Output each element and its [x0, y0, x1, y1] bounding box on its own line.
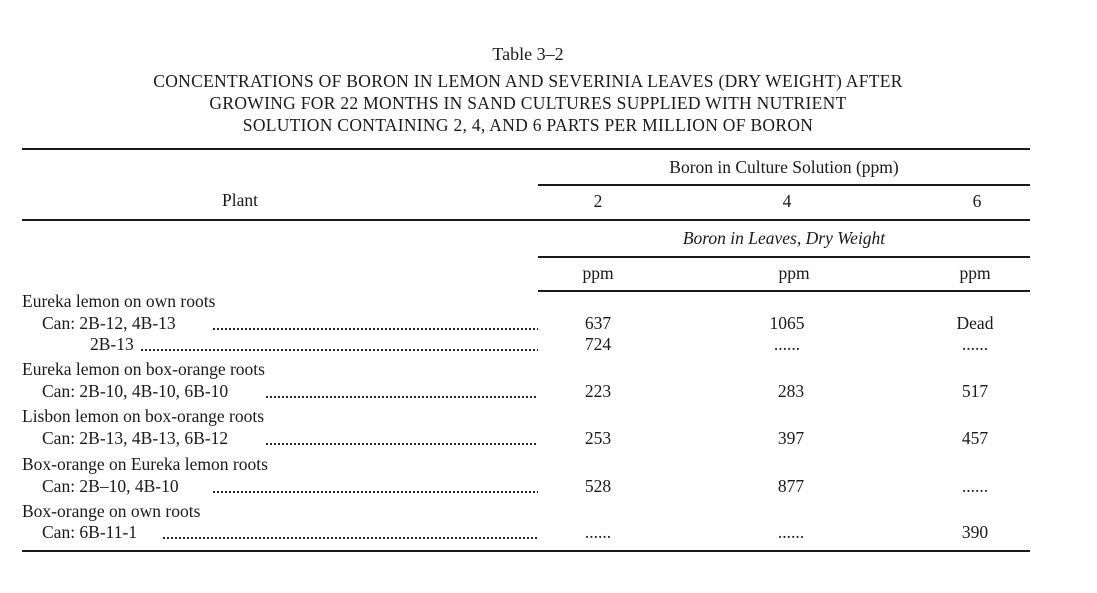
unit-col-6: ppm: [959, 263, 991, 283]
cell: 1065: [769, 313, 805, 333]
table-title-line-3: SOLUTION CONTAINING 2, 4, AND 6 PARTS PER MILLION OF BORON: [242, 115, 814, 135]
table-title-line-1: CONCENTRATIONS OF BORON IN LEMON AND SEVERINIA LEAVES (DRY WEIGHT) AFTER: [153, 71, 903, 91]
cell: 457: [961, 428, 989, 448]
cell-empty: ......: [773, 334, 801, 354]
bottom-rule: [22, 550, 1030, 552]
top-rule: [22, 148, 1030, 150]
group-label: Lisbon lemon on box-orange roots: [22, 406, 265, 426]
leader-dots: [212, 491, 538, 493]
row-label: Can: 2B-12, 4B-13: [42, 313, 176, 333]
leader-dots: [265, 443, 538, 445]
column-subspanner: Boron in Leaves, Dry Weight: [682, 228, 886, 248]
leader-dots: [265, 396, 538, 398]
leader-dots: [162, 537, 538, 539]
cell: 517: [961, 381, 989, 401]
group-label: Eureka lemon on box-orange roots: [22, 359, 265, 379]
column-header-6: 6: [972, 191, 982, 211]
column-header-plant: Plant: [222, 190, 258, 210]
cell: 528: [584, 476, 612, 496]
header-rule: [22, 219, 1030, 221]
cell: 637: [584, 313, 612, 333]
cell: 877: [777, 476, 805, 496]
cell-empty: ......: [961, 476, 989, 496]
table-number: Table 3–2: [492, 44, 564, 64]
table-title: [0, 70, 1056, 136]
row-label: Can: 2B-13, 4B-13, 6B-12: [42, 428, 229, 448]
row-label: Can: 2B-10, 4B-10, 6B-10: [42, 381, 229, 401]
cell: 223: [584, 381, 612, 401]
cell: 390: [961, 522, 989, 542]
row-label: 2B-13: [90, 334, 134, 354]
group-label: Eureka lemon on own roots: [22, 291, 216, 311]
unit-col-2: ppm: [582, 263, 614, 283]
group-label: Box-orange on Eureka lemon roots: [22, 454, 268, 474]
column-spanner: Boron in Culture Solution (ppm): [669, 157, 899, 177]
cell-empty: ......: [777, 522, 805, 542]
cell-empty: ......: [584, 522, 612, 542]
row-label: Can: 6B-11-1: [42, 522, 138, 542]
cell: 724: [584, 334, 612, 354]
cell: 253: [584, 428, 612, 448]
unit-col-4: ppm: [778, 263, 810, 283]
column-header-2: 2: [593, 191, 603, 211]
units-rule: [538, 290, 1030, 292]
cell-empty: ......: [961, 334, 989, 354]
table-title-line-2: GROWING FOR 22 MONTHS IN SAND CULTURES SUPPLIED WITH NUTRIENT: [209, 93, 847, 113]
group-label: Box-orange on own roots: [22, 501, 201, 521]
column-header-4: 4: [782, 191, 792, 211]
cell: 283: [777, 381, 805, 401]
leader-dots: [212, 328, 538, 330]
cell: 397: [777, 428, 805, 448]
leader-dots: [140, 349, 538, 351]
subspanner-rule: [538, 256, 1030, 258]
spanner-rule: [538, 184, 1030, 186]
cell: Dead: [956, 313, 994, 333]
row-label: Can: 2B–10, 4B-10: [42, 476, 179, 496]
